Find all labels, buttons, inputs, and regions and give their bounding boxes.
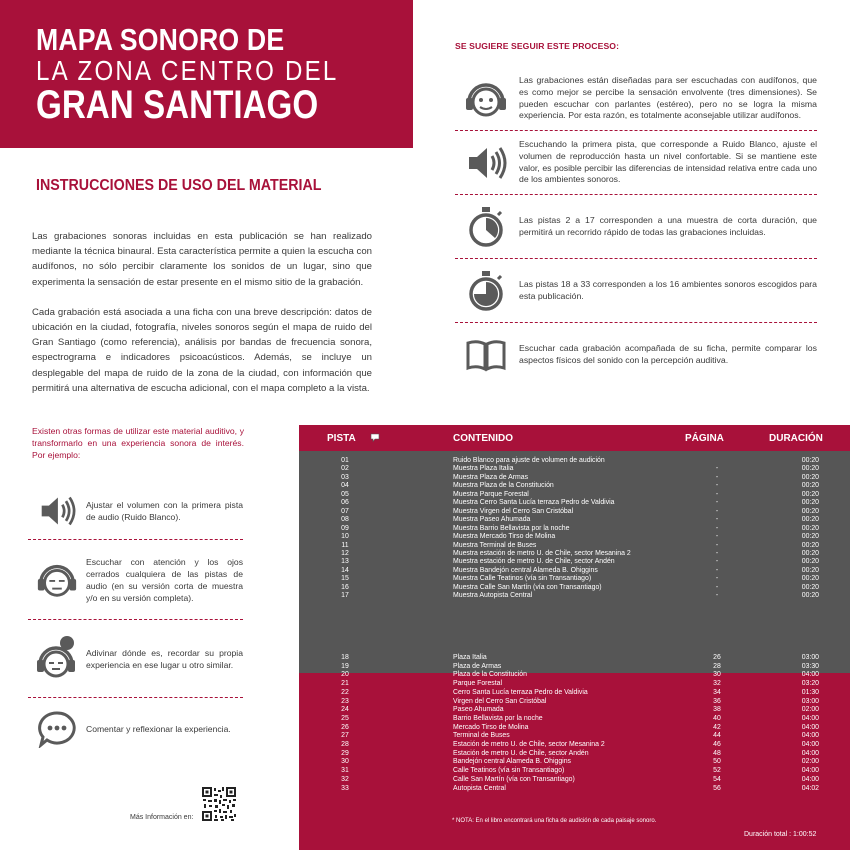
track-page: 54 xyxy=(713,775,721,783)
headphones-closed-eyes-icon xyxy=(28,558,86,602)
total-duration: Duración total : 1:00:52 xyxy=(744,831,817,838)
title-line-2: LA ZONA CENTRO DEL xyxy=(36,55,339,86)
track-number: 12 xyxy=(341,549,349,557)
track-content: Muestra Plaza Italia xyxy=(453,465,514,473)
track-duration: 00:20 xyxy=(801,592,819,600)
track-duration: 03:30 xyxy=(801,662,819,670)
track-duration: 00:20 xyxy=(801,457,819,464)
track-page: 26 xyxy=(713,654,721,661)
track-number: 31 xyxy=(341,767,349,775)
headphones-face-icon xyxy=(455,76,517,122)
track-duration: 00:20 xyxy=(801,499,819,507)
track-content: Muestra estación de metro U. de Chile, sector Andén xyxy=(453,558,615,566)
track-page: 40 xyxy=(713,714,721,722)
table-header xyxy=(299,425,850,451)
track-duration: 00:20 xyxy=(801,549,819,557)
track-number: 33 xyxy=(341,784,349,792)
table-row xyxy=(299,575,850,584)
more-info-label: Más Información en: xyxy=(130,814,194,821)
track-page: 28 xyxy=(713,662,721,670)
track-number: 07 xyxy=(341,507,349,515)
track-duration: 03:20 xyxy=(801,680,819,688)
table-note: * NOTA: En el libro encontrará una ficha de audición de cada paisaje sonoro. xyxy=(452,818,657,824)
track-duration: 04:00 xyxy=(801,732,819,740)
track-page: 32 xyxy=(713,680,721,688)
track-number: 13 xyxy=(341,558,349,566)
step-text: Escuchar cada grabación acompañada de su ficha, permite comparar los aspectos físicos del sonido con la percepción auditiva. xyxy=(519,343,817,365)
track-number: 24 xyxy=(341,706,349,714)
track-content: Mercado Tirso de Molina xyxy=(453,723,529,731)
track-duration: 00:20 xyxy=(801,575,819,583)
intro-paragraph: Las grabaciones sonoras incluidas en esta publicación se han realizado mediante la técnica binaural. Esta característica permite a quien la escucha con audífonos, no sólo percibir claramente los sonidos de un lugar, sino que experimenta la sensación de estar presente en el mismo sitio de la grabación. xyxy=(32,231,372,288)
track-duration: 04:00 xyxy=(801,723,819,731)
track-number: 15 xyxy=(341,575,349,583)
track-number: 26 xyxy=(341,723,349,731)
process-step xyxy=(455,323,817,387)
table-row xyxy=(299,698,850,707)
table-row xyxy=(299,592,850,601)
track-page: 46 xyxy=(713,741,721,748)
track-page: 44 xyxy=(713,732,721,740)
table-row xyxy=(299,767,850,776)
track-content: Muestra Calle Teatinos (vía sin Transantiago) xyxy=(453,575,592,583)
track-page: - xyxy=(715,465,719,473)
table-row xyxy=(299,516,850,525)
track-page: - xyxy=(715,575,719,583)
other-use-text: Comentar y reflexionar la experiencia. xyxy=(86,724,231,734)
track-duration: 04:00 xyxy=(801,767,819,775)
table-row xyxy=(299,724,850,733)
track-content: Estación de metro U. de Chile, sector Andén xyxy=(453,749,589,757)
track-page: 38 xyxy=(713,706,721,714)
header-pista: PISTA xyxy=(327,433,356,444)
track-number: 25 xyxy=(341,714,349,722)
track-content: Bandejón central Alameda B. Ohiggins xyxy=(453,758,571,766)
other-use-item xyxy=(28,482,243,540)
track-page: - xyxy=(715,558,719,566)
track-page: 34 xyxy=(713,688,721,696)
track-content: Muestra Cerro Santa Lucía terraza Pedro de Valdivia xyxy=(453,499,615,507)
title-block xyxy=(0,0,413,148)
track-page: - xyxy=(715,533,719,541)
track-content: Plaza de Armas xyxy=(453,662,502,670)
track-content: Muestra Plaza de Armas xyxy=(453,473,529,481)
other-uses-intro: Existen otras formas de utilizar este material auditivo, y transformarlo en una experiencia sonora de interés. Por ejemplo: xyxy=(32,426,244,460)
track-page: - xyxy=(715,490,719,498)
track-content: Muestra Virgen del Cerro San Cristóbal xyxy=(453,507,574,515)
table-row xyxy=(299,533,850,542)
track-page: 52 xyxy=(713,767,721,775)
comment-icon[interactable] xyxy=(370,433,380,446)
track-duration: 00:20 xyxy=(801,541,819,549)
track-number: 01 xyxy=(341,457,349,464)
table-row xyxy=(299,741,850,750)
track-page: - xyxy=(715,592,719,600)
track-content: Muestra Calle San Martín (vía con Transantiago) xyxy=(453,583,602,591)
track-page: - xyxy=(715,541,719,549)
open-book-icon xyxy=(455,337,517,373)
track-duration: 00:20 xyxy=(801,583,819,591)
table-row xyxy=(299,750,850,759)
track-duration: 00:20 xyxy=(801,566,819,574)
track-duration: 04:00 xyxy=(801,749,819,757)
track-page: 56 xyxy=(713,784,721,792)
table-row xyxy=(299,508,850,517)
step-text: Las pistas 2 a 17 corresponden a una muestra de corta duración, que permitirá un recorrido rápido de todas las grabaciones incluidas. xyxy=(519,214,817,237)
track-number: 03 xyxy=(341,473,349,481)
track-content: Muestra Plaza de la Constitución xyxy=(453,482,554,490)
track-content: Virgen del Cerro San Cristóbal xyxy=(453,697,547,705)
track-table xyxy=(299,425,850,850)
track-content: Muestra Terminal de Buses xyxy=(453,541,537,549)
table-row xyxy=(299,671,850,680)
process-step xyxy=(455,195,817,259)
track-content: Muestra Autopista Central xyxy=(453,592,533,600)
track-content: Muestra estación de metro U. de Chile, sector Mesanina 2 xyxy=(453,549,631,557)
other-use-item xyxy=(28,620,243,698)
track-number: 02 xyxy=(341,465,349,473)
track-number: 06 xyxy=(341,499,349,507)
track-number: 28 xyxy=(341,741,349,748)
track-duration: 00:20 xyxy=(801,516,819,524)
track-number: 18 xyxy=(341,654,349,661)
table-row xyxy=(299,474,850,483)
track-page: - xyxy=(715,566,719,574)
track-duration: 01:30 xyxy=(801,688,819,696)
intro-paragraph: Cada grabación está asociada a una ficha con una breve descripción: datos de ubicación en la ciudad, fotografía, niveles sonoros según el mapa de ruido del Gran Santiago (como referencia), análisis por bandas de frecuencia sonora, espectrograma e indicadores psicoacústicos. Además, se incluye un desplegable del mapa de ruido de la zona de la ciudad, con información que permitirá una alternativa de escucha adicional, con el mapa completo a la vista. xyxy=(32,306,372,394)
track-content: Ruido Blanco para ajuste de volumen de audición xyxy=(453,457,605,464)
table-row xyxy=(299,732,850,741)
table-row xyxy=(299,542,850,551)
track-content: Plaza de la Constitución xyxy=(453,671,527,679)
track-number: 20 xyxy=(341,671,349,679)
track-content: Cerro Santa Lucía terraza Pedro de Valdivia xyxy=(453,688,588,696)
table-row xyxy=(299,550,850,559)
track-page: - xyxy=(715,583,719,591)
table-row xyxy=(299,491,850,500)
track-duration: 00:20 xyxy=(801,524,819,532)
process-step xyxy=(455,259,817,323)
stopwatch-short-icon xyxy=(455,205,517,249)
other-uses-list xyxy=(28,482,243,760)
table-row xyxy=(299,457,850,466)
speech-bubble-icon xyxy=(28,710,86,748)
table-row xyxy=(299,689,850,698)
other-use-item xyxy=(28,698,243,760)
instructions-heading: INSTRUCCIONES DE USO DEL MATERIAL xyxy=(36,177,322,194)
track-page: - xyxy=(715,507,719,515)
track-content: Muestra Mercado Tirso de Molina xyxy=(453,533,556,541)
track-content: Parque Forestal xyxy=(453,680,503,688)
track-number: 10 xyxy=(341,533,349,541)
table-row xyxy=(299,584,850,593)
step-text: Las pistas 18 a 33 corresponden a los 16 ambientes sonoros escogidos para esta publicación. xyxy=(519,278,817,301)
track-page: 42 xyxy=(713,723,721,731)
table-row xyxy=(299,567,850,576)
track-number: 16 xyxy=(341,583,349,591)
header-duracion: DURACIÓN xyxy=(769,433,823,444)
track-number: 19 xyxy=(341,662,349,670)
track-number: 05 xyxy=(341,490,349,498)
track-content: Calle Teatinos (vía sin Transantiago) xyxy=(453,767,565,775)
track-page: - xyxy=(715,473,719,481)
track-number: 30 xyxy=(341,758,349,766)
table-row xyxy=(299,525,850,534)
track-number: 23 xyxy=(341,697,349,705)
track-duration: 04:00 xyxy=(801,714,819,722)
table-row xyxy=(299,499,850,508)
process-step xyxy=(455,67,817,131)
track-duration: 03:00 xyxy=(801,697,819,705)
step-text: Las grabaciones están diseñadas para ser escuchadas con audífonos, que es como mejor se percibe la sensación envolvente (tres dimensiones). Se pueden escuchar con parlantes (estéreo), pero no se logra la misma experiencia. Por esta razón, es totalmente aconsejable utilizar audífonos. xyxy=(519,75,817,121)
track-number: 11 xyxy=(341,541,349,549)
track-number: 29 xyxy=(341,749,349,757)
track-content: Autopista Central xyxy=(453,784,506,792)
track-content: Estación de metro U. de Chile, sector Mesanina 2 xyxy=(453,741,605,748)
table-row xyxy=(299,465,850,474)
table-row xyxy=(299,758,850,767)
track-content: Muestra Barrio Bellavista por la noche xyxy=(453,524,570,532)
track-duration: 00:20 xyxy=(801,482,819,490)
track-number: 27 xyxy=(341,732,349,740)
track-content: Muestra Paseo Ahumada xyxy=(453,516,531,524)
track-page: - xyxy=(715,516,719,524)
header-contenido: CONTENIDO xyxy=(453,433,513,444)
track-duration: 04:00 xyxy=(801,671,819,679)
other-use-text: Escuchar con atención y los ojos cerrados cualquiera de las pistas de audio (en su versión corta de muestra y/o en su versión completa). xyxy=(86,556,243,603)
table-row xyxy=(299,680,850,689)
track-page: 48 xyxy=(713,749,721,757)
table-row xyxy=(299,715,850,724)
table-row xyxy=(299,785,850,794)
track-page: - xyxy=(715,524,719,532)
qr-code-icon[interactable] xyxy=(201,786,237,822)
track-number: 21 xyxy=(341,680,349,688)
table-row xyxy=(299,482,850,491)
track-number: 08 xyxy=(341,516,349,524)
track-number: 04 xyxy=(341,482,349,490)
track-duration: 04:00 xyxy=(801,741,819,748)
track-content: Plaza Italia xyxy=(453,654,487,661)
track-content: Barrio Bellavista por la noche xyxy=(453,714,543,722)
track-content: Paseo Ahumada xyxy=(453,706,504,714)
other-use-item xyxy=(28,540,243,620)
table-row xyxy=(299,706,850,715)
track-content: Muestra Parque Forestal xyxy=(453,490,529,498)
table-row xyxy=(299,776,850,785)
process-heading: SE SUGIERE SEGUIR ESTE PROCESO: xyxy=(455,41,620,51)
track-number: 22 xyxy=(341,688,349,696)
track-number: 32 xyxy=(341,775,349,783)
track-number: 09 xyxy=(341,524,349,532)
speaker-volume-icon xyxy=(455,143,517,183)
track-duration: 02:00 xyxy=(801,758,819,766)
other-use-text: Adivinar dónde es, recordar su propia experiencia en ese lugar u otro similar. xyxy=(86,647,243,670)
track-duration: 00:20 xyxy=(801,465,819,473)
table-row xyxy=(299,663,850,672)
track-page: 30 xyxy=(713,671,721,679)
speaker-volume-icon xyxy=(28,493,86,529)
track-duration: 00:20 xyxy=(801,473,819,481)
intro-text xyxy=(32,229,372,411)
title-line-1: MAPA SONORO DE xyxy=(36,22,285,57)
step-text: Escuchando la primera pista, que corresponde a Ruido Blanco, ajuste el volumen de reproducción hasta un nivel confortable. Si se mantiene este valor, es posible percibir las diferencias de intensidad relativa entre cada uno de los ambientes sonoros. xyxy=(519,139,817,185)
track-page: - xyxy=(715,549,719,557)
track-content: Terminal de Buses xyxy=(453,732,510,740)
headphones-thinking-icon xyxy=(28,635,86,683)
track-content: Muestra Bandejón central Alameda B. Ohiggins xyxy=(453,566,598,574)
stopwatch-long-icon xyxy=(455,269,517,313)
track-number: 14 xyxy=(341,566,349,574)
track-page: - xyxy=(715,482,719,490)
track-duration: 00:20 xyxy=(801,490,819,498)
process-step xyxy=(455,131,817,195)
table-row xyxy=(299,654,850,663)
track-duration: 00:20 xyxy=(801,533,819,541)
track-page: 50 xyxy=(713,758,721,766)
process-steps xyxy=(455,67,817,387)
table-row xyxy=(299,558,850,567)
title-line-3: GRAN SANTIAGO xyxy=(36,83,319,127)
track-page: 36 xyxy=(713,697,721,705)
track-duration: 00:20 xyxy=(801,558,819,566)
track-page: - xyxy=(715,499,719,507)
track-duration: 03:00 xyxy=(801,654,819,661)
track-duration: 04:02 xyxy=(801,784,819,792)
track-duration: 02:00 xyxy=(801,706,819,714)
track-duration: 04:00 xyxy=(801,775,819,783)
header-pagina: PÁGINA xyxy=(685,433,724,444)
track-content: Calle San Martín (vía con Transantiago) xyxy=(453,775,575,783)
track-duration: 00:20 xyxy=(801,507,819,515)
other-use-text: Ajustar el volumen con la primera pista de audio (Ruido Blanco). xyxy=(86,499,243,522)
track-number: 17 xyxy=(341,592,349,600)
